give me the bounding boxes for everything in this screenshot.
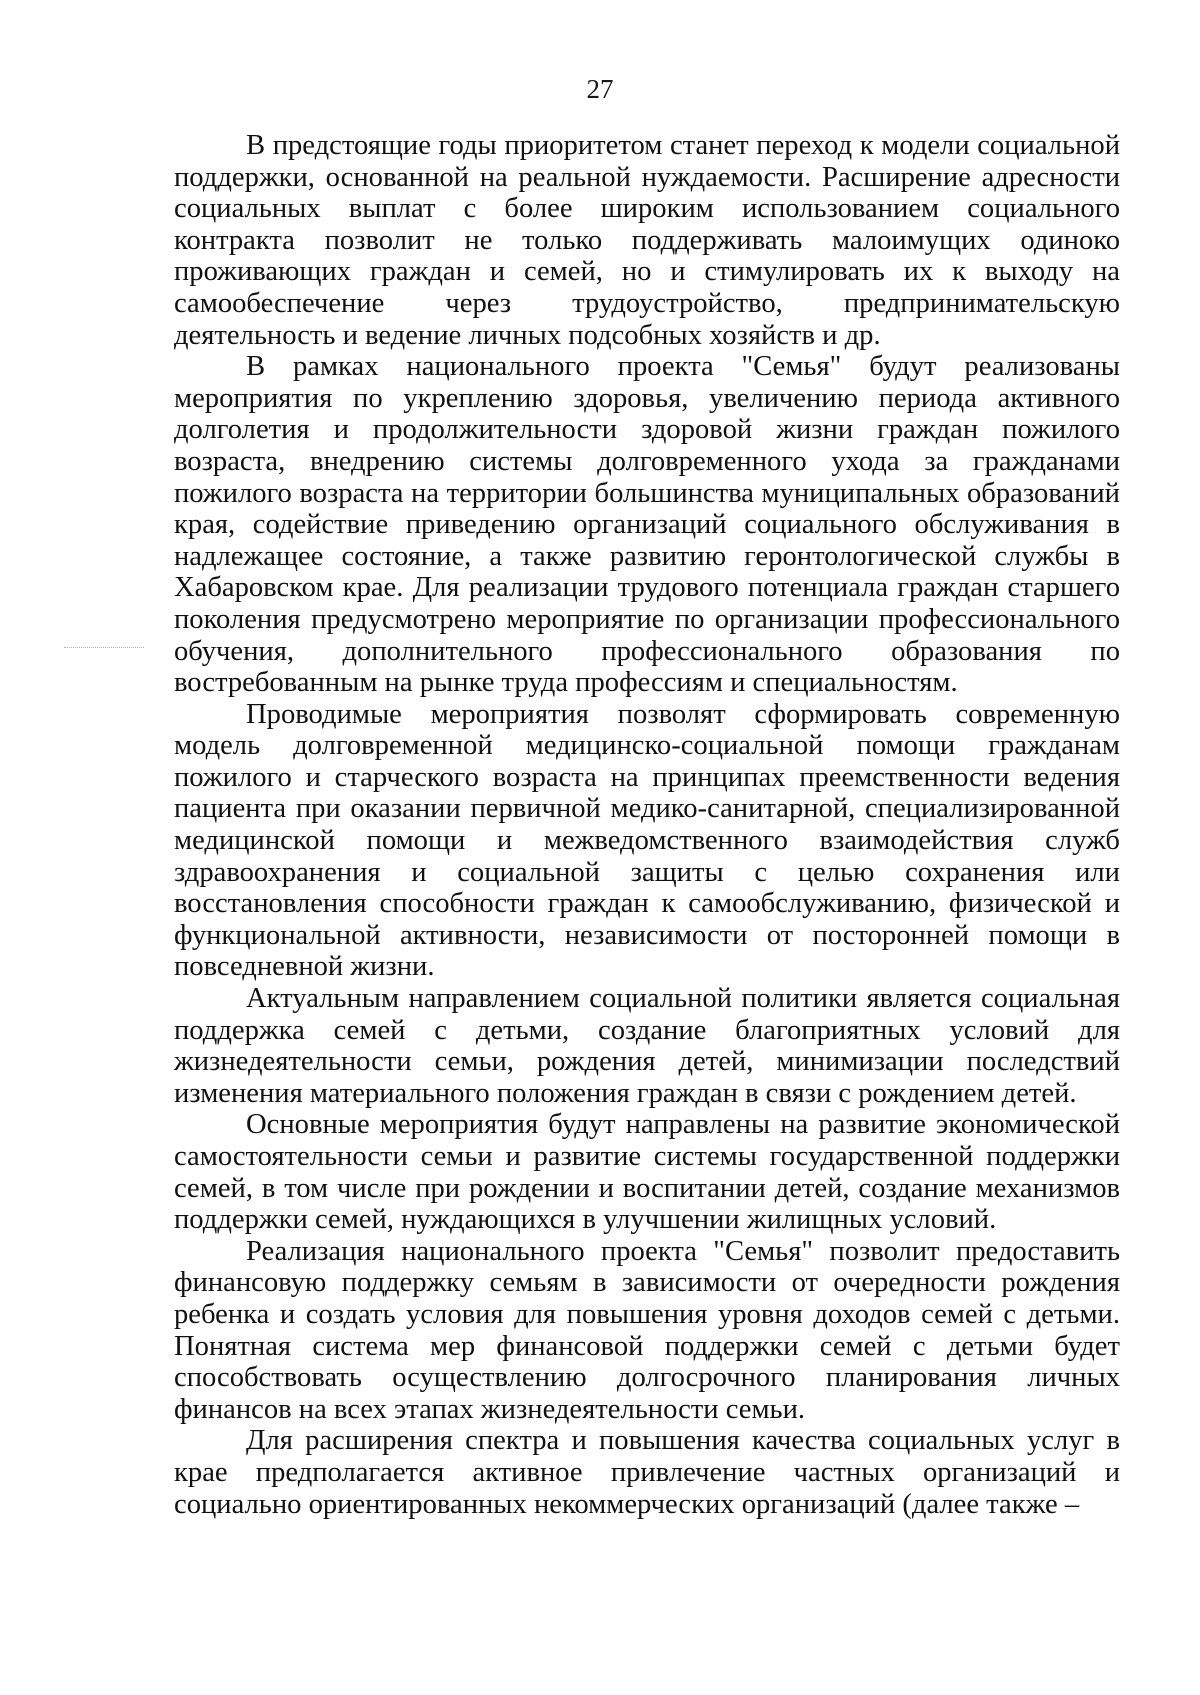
page-number: 27 xyxy=(586,74,614,104)
paragraph: В предстоящие годы приоритетом станет переход к модели социальной поддержки, основанной на реальной нуждаемости. Расширение адресности социальных выплат с более широким использованием социального контракта позволит не только поддерживать малоимущих одиноко проживающих граждан и семей, но и стимулировать их к выходу на самообеспечение через трудоустройство, предпринимательскую деятельность и ведение личных подсобных хозяйств и др. xyxy=(174,130,1120,351)
paragraph: Актуальным направлением социальной политики является социальная поддержка семей с детьми, создание благоприятных условий для жизнедеятельности семьи, рождения детей, минимизации последствий изменения материального положения граждан в связи с рождением детей. xyxy=(174,983,1120,1109)
paragraph: Проводимые мероприятия позволят сформировать современную модель долговременной медицинско-социальной помощи гражданам пожилого и старческого возраста на принципах преемственности ведения пациента при оказании первичной медико-санитарной, специализированной медицинской помощи и межведомственного взаимодействия служб здравоохранения и социальной защиты с целью сохранения или восстановления способности граждан к самообслуживанию, физической и функциональной активности, независимости от посторонней помощи в повседневной жизни. xyxy=(174,698,1120,983)
paragraph: Для расширения спектра и повышения качества социальных услуг в крае предполагается активное привлечение частных организаций и социально ориентированных некоммерческих организаций (далее также – xyxy=(174,1425,1120,1520)
paragraph: Реализация национального проекта "Семья" позволит предоставить финансовую поддержку семьям в зависимости от очередности рождения ребенка и создать условия для повышения уровня доходов семей с детьми. Понятная система мер финансовой поддержки семей с детьми будет способствовать осуществлению долгосрочного планирования личных финансов на всех этапах жизнедеятельности семьи. xyxy=(174,1235,1120,1425)
paragraph: Основные мероприятия будут направлены на развитие экономической самостоятельности семьи и развитие системы государственной поддержки семей, в том числе при рождении и воспитании детей, создание механизмов поддержки семей, нуждающихся в улучшении жилищных условий. xyxy=(174,1109,1120,1236)
paragraph: В рамках национального проекта "Семья" будут реализованы мероприятия по укреплению здоровья, увеличению периода активного долголетия и продолжительности здоровой жизни граждан пожилого возраста, внедрению системы долговременного ухода за гражданами пожилого возраста на территории большинства муниципальных образований края, содействие приведению организаций социального обслуживания в надлежащее состояние, а также развитию геронтологической службы в Хабаровском крае. Для реализации трудового потенциала граждан старшего поколения предусмотрено мероприятие по организации профессионального обучения, дополнительного профессионального образования по востребованным на рынке труда профессиям и специальностям. xyxy=(174,351,1120,699)
body-text xyxy=(174,130,1120,1520)
scan-artifact xyxy=(64,647,144,650)
